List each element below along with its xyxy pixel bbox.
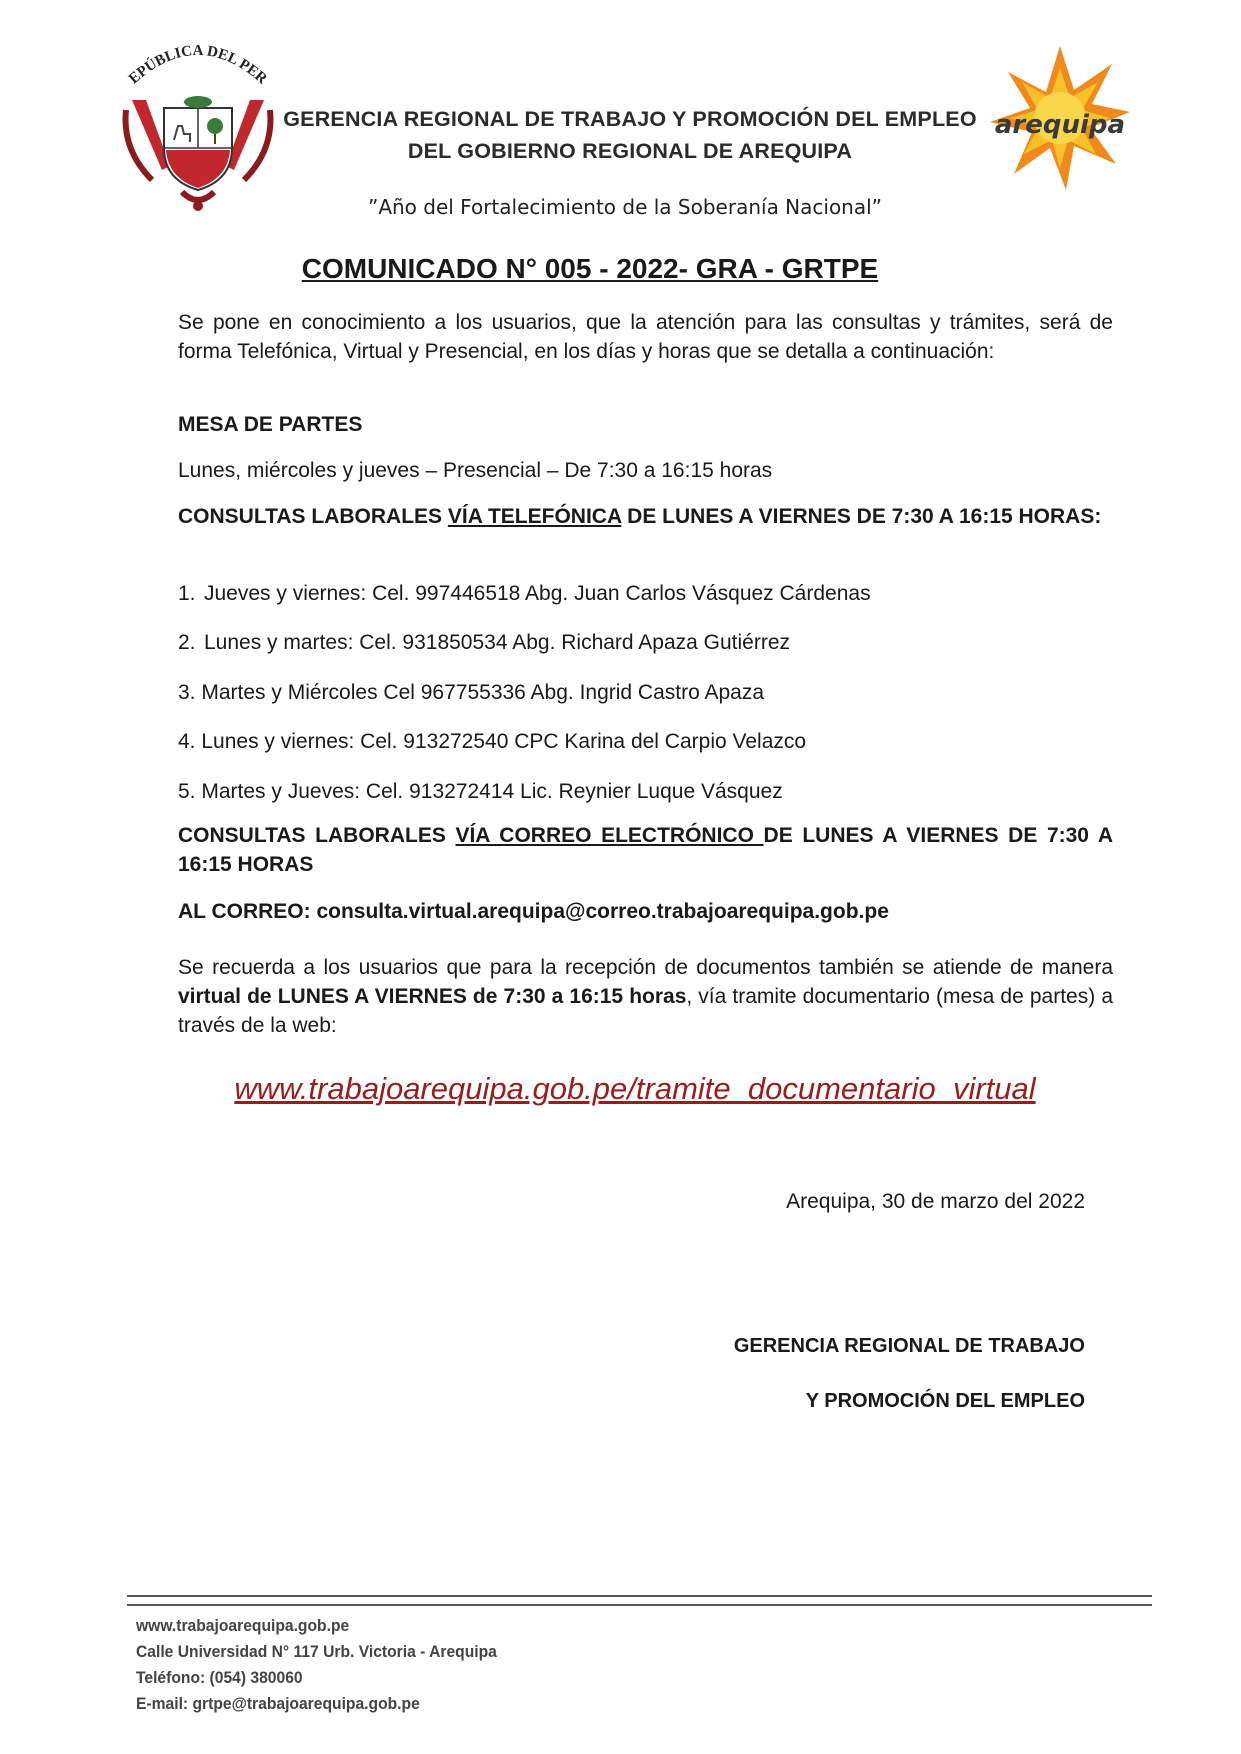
reminder-paragraph [178, 953, 1113, 1040]
document-title: COMUNICADO N° 005 - 2022- GRA - GRTPE [301, 253, 879, 284]
tramite-web-link[interactable]: www.trabajoarequipa.gob.pe/tramite_documentario_virtual [234, 1071, 1036, 1106]
list-text: Martes y Miércoles Cel 967755336 Abg. Ingrid Castro Apaza [201, 681, 765, 704]
list-text: Martes y Jueves: Cel. 913272414 Lic. Reynier Luque Vásquez [201, 780, 783, 803]
footer-contact [136, 1613, 497, 1717]
signature-line2: Y PROMOCIÓN DEL EMPLEO [805, 1390, 1085, 1412]
email-heading-pre: CONSULTAS LABORALES [178, 824, 456, 847]
list-text: Lunes y viernes: Cel. 913272540 CPC Karina del Carpio Velazco [201, 730, 807, 753]
list-text: Jueves y viernes: Cel. 997446518 Abg. Juan Carlos Vásquez Cárdenas [204, 582, 871, 605]
list-item [178, 777, 783, 806]
reminder-bold: virtual de LUNES A VIERNES de 7:30 a 16:15 horas [178, 985, 687, 1008]
organization-title [250, 103, 1010, 167]
footer-email: E-mail: grtpe@trabajoarequipa.gob.pe [136, 1694, 420, 1713]
email-line: AL CORREO: consulta.virtual.arequipa@correo.trabajoarequipa.gob.pe [178, 900, 889, 923]
list-text: Lunes y martes: Cel. 931850534 Abg. Richard Apaza Gutiérrez [204, 631, 791, 654]
footer-phone: Teléfono: (054) 380060 [136, 1668, 303, 1687]
email-heading-post: DE LUNES A VIERNES DE 7:30 A 16:15 HORAS [178, 824, 1113, 876]
footer-website: www.trabajoarequipa.gob.pe [136, 1616, 350, 1635]
list-number: 5. [178, 780, 196, 803]
footer-address: Calle Universidad N° 117 Urb. Victoria - Arequipa [136, 1642, 497, 1661]
list-number: 3. [178, 681, 196, 704]
crest-arc-text: EPÚBLICA DEL PER [126, 42, 270, 88]
svg-text:REPÚBLICA DEL PERÚ [112, 30, 270, 87]
list-number: 4. [178, 730, 196, 753]
org-title-line2: DEL GOBIERNO REGIONAL DE AREQUIPA [407, 139, 853, 163]
signature-line1: GERENCIA REGIONAL DE TRABAJO [733, 1335, 1085, 1357]
phone-heading [178, 502, 1113, 531]
intro-paragraph: Se pone en conocimiento a los usuarios, que la atención para las consultas y trámites, será de forma Telefónica, Virtual y Presencial, en los días y horas que se detalla a continuación: [178, 311, 1113, 363]
logo-text: arequipa [994, 110, 1126, 140]
reminder-pre: Se recuerda a los usuarios que para la recepción de documentos también se atiende de manera [178, 956, 1113, 979]
list-item [178, 628, 790, 657]
list-number: 2. [178, 631, 196, 654]
phone-heading-link: VÍA TELEFÓNICA [447, 505, 622, 528]
arequipa-sun-logo [985, 38, 1135, 198]
reminder-post: , vía tramite documentario (mesa de partes) a través de la web: [178, 985, 1113, 1037]
mesa-text: Lunes, miércoles y jueves – Presencial – De 7:30 a 16:15 horas [178, 459, 773, 482]
mesa-heading: MESA DE PARTES [178, 413, 363, 436]
list-item [178, 678, 764, 707]
phone-heading-pre: CONSULTAS LABORALES [178, 505, 448, 528]
list-number: 1. [178, 582, 196, 605]
email-heading-link: VÍA CORREO ELECTRÓNICO [455, 824, 764, 847]
footer-divider [127, 1595, 1152, 1606]
list-item [178, 727, 806, 756]
list-item [178, 579, 871, 608]
email-heading [178, 821, 1113, 879]
org-title-line1: GERENCIA REGIONAL DE TRABAJO Y PROMOCIÓN DEL EMPLEO [283, 107, 977, 131]
document-date: Arequipa, 30 de marzo del 2022 [786, 1190, 1085, 1213]
year-motto: ”Año del Fortalecimiento de la Soberanía Nacional” [367, 195, 883, 219]
phone-heading-post: DE LUNES A VIERNES DE 7:30 A 16:15 HORAS: [621, 505, 1102, 528]
